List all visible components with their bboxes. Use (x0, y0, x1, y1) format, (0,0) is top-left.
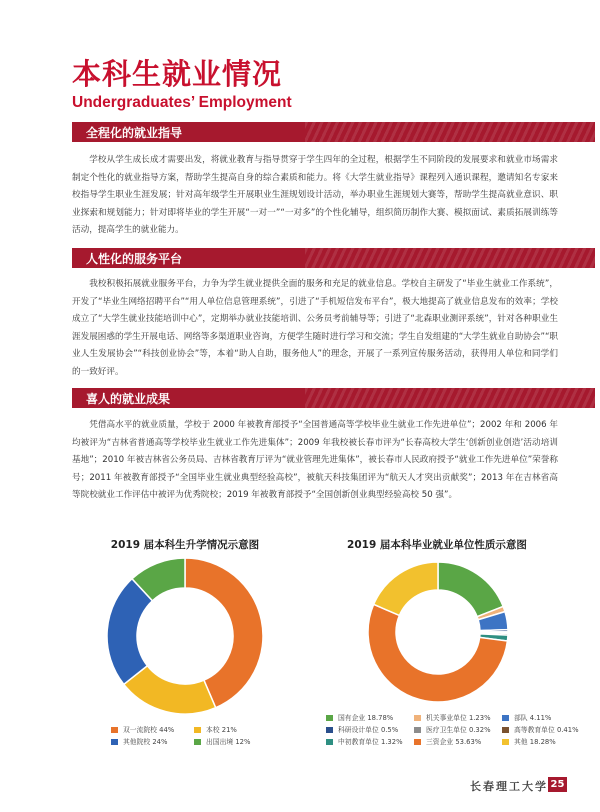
page-number: 25 (548, 777, 567, 792)
legend-item (414, 724, 491, 734)
legend-swatch (414, 739, 421, 745)
legend-label: 双一流院校 44% (123, 726, 175, 734)
legend-swatch (194, 727, 201, 733)
section-heading: 人性化的服务平台 (86, 252, 183, 266)
legend-label: 机关事业单位 1.23% (426, 714, 491, 722)
legend-label: 其他 18.28% (514, 738, 556, 746)
legend-swatch (502, 727, 509, 733)
legend-swatch (194, 739, 201, 745)
section-heading-bar (72, 248, 595, 268)
section-paragraph: 学校从学生成长成才需要出发，将就业教育与指导贯穿于学生四年的全过程，根据学生不同阶段的发展要求和就业市场需求制定个性化的就业指导方案，帮助学生提高自身的综合素质和能力。将《大学生就业指导》课程列入通识课程，邀请知名专家来校指导学生职业生涯发展；针对高年级学生开展职业生涯规划设计活动，举办职业生涯规划大赛等，帮助学生提高就业意识、职业探索和规划能力；针对即将毕业的学生开展“一对一”“一对多”的个性化辅导，组织简历制作大赛、模拟面试、素质拓展训练等活动，提高学生的就业能力。 (72, 155, 558, 235)
section-heading: 全程化的就业指导 (86, 126, 183, 140)
further-study-donut-chart (105, 556, 265, 716)
legend-label: 中初教育单位 1.32% (338, 738, 403, 746)
page-subtitle-en: Undergraduates’ Employment (72, 94, 292, 111)
legend-swatch (326, 715, 333, 721)
legend-item (414, 712, 491, 722)
legend-item (326, 736, 403, 746)
legend-swatch (414, 727, 421, 733)
legend-swatch (111, 727, 118, 733)
legend-item (326, 712, 393, 722)
section-paragraph: 我校积极拓展就业服务平台，力争为学生就业提供全面的服务和充足的就业信息。学校自主研发了“毕业生就业工作系统”，开发了“毕业生网络招聘平台”“用人单位信息管理系统”，引进了“手机短信发布平台”，极大地提高了就业信息发布的效率；学校成立了“大学生就业技能培训中心”，定期举办就业技能培训、公务员考前辅导等；引进了“北森职业测评系统”，针对各种职业生涯发展困惑的学生开展电话、网络等多渠道职业咨询，方便学生随时进行学习和交流；学生自发组建的“大学生就业自助协会”“职业人生发展协会”“科技创业协会”等，本着“助人自助，服务他人”的理念，开展了一系列宣传服务活动，获得用人单位和同学们的一致好评。 (72, 279, 559, 377)
legend-item (502, 724, 579, 734)
legend-label: 本校 21% (206, 726, 237, 734)
legend-label: 部队 4.11% (514, 714, 552, 722)
legend-swatch (502, 739, 509, 745)
donut-slice-1 (438, 562, 503, 617)
donut-slice-9 (374, 562, 438, 615)
page-title: 本科生就业情况 (72, 57, 283, 91)
legend-item (502, 712, 551, 722)
legend-item (111, 724, 174, 734)
legend-item (414, 736, 481, 746)
legend-item (326, 724, 398, 734)
section-heading-bar (72, 388, 595, 408)
legend-label: 出国出境 12% (206, 738, 251, 746)
legend-swatch (326, 739, 333, 745)
legend-label: 三资企业 53.63% (426, 738, 482, 746)
footer-school-name: 长春理工大学 (470, 780, 548, 793)
legend-item (194, 724, 237, 734)
employer-type-donut-chart (366, 560, 510, 704)
legend-item (194, 736, 250, 746)
legend-swatch (414, 715, 421, 721)
legend-swatch (326, 727, 333, 733)
section-heading: 喜人的就业成果 (86, 392, 171, 406)
legend-item (502, 736, 556, 746)
legend-swatch (111, 739, 118, 745)
legend-label: 高等教育单位 0.41% (514, 726, 579, 734)
section-heading-bar (72, 122, 595, 142)
legend-item (111, 736, 167, 746)
legend-label: 科研设计单位 0.5% (338, 726, 399, 734)
further-study-legend (111, 724, 271, 754)
legend-swatch (502, 715, 509, 721)
legend-label: 其他院校 24% (123, 738, 168, 746)
section-paragraph: 凭借高水平的就业质量，学校于 2000 年被教育部授予“全国普通高等学校毕业生就业工作先进单位”；2002 年和 2006 年均被评为“吉林省普通高等学校毕业生就业工作先进集体”；2009 年我校被长春市评为“长春高校大学生‘创新创业创造’活动培训基地”；2010 年被吉林省公务员局、吉林省教育厅评为“就业管理先进集体”，被长春市人民政府授予“就业工作先进单位”荣誉称号；2011 年被教育部授予“全国毕业生就业典型经验高校”，被航天科技集团评为“航天人才突出贡献奖”；2013 年在吉林省高等院校就业工作评估中被评为优秀院校；2019 年被教育部授予“全国创新创业典型经验高校 50 强”。 (72, 420, 558, 500)
employer-type-legend (326, 712, 596, 752)
chart-title-further-study: 2019 届本科生升学情况示意图 (110, 539, 260, 551)
legend-label: 医疗卫生单位 0.32% (426, 726, 491, 734)
legend-label: 国有企业 18.78% (338, 714, 394, 722)
chart-title-employer-type: 2019 届本科毕业就业单位性质示意图 (347, 539, 527, 551)
